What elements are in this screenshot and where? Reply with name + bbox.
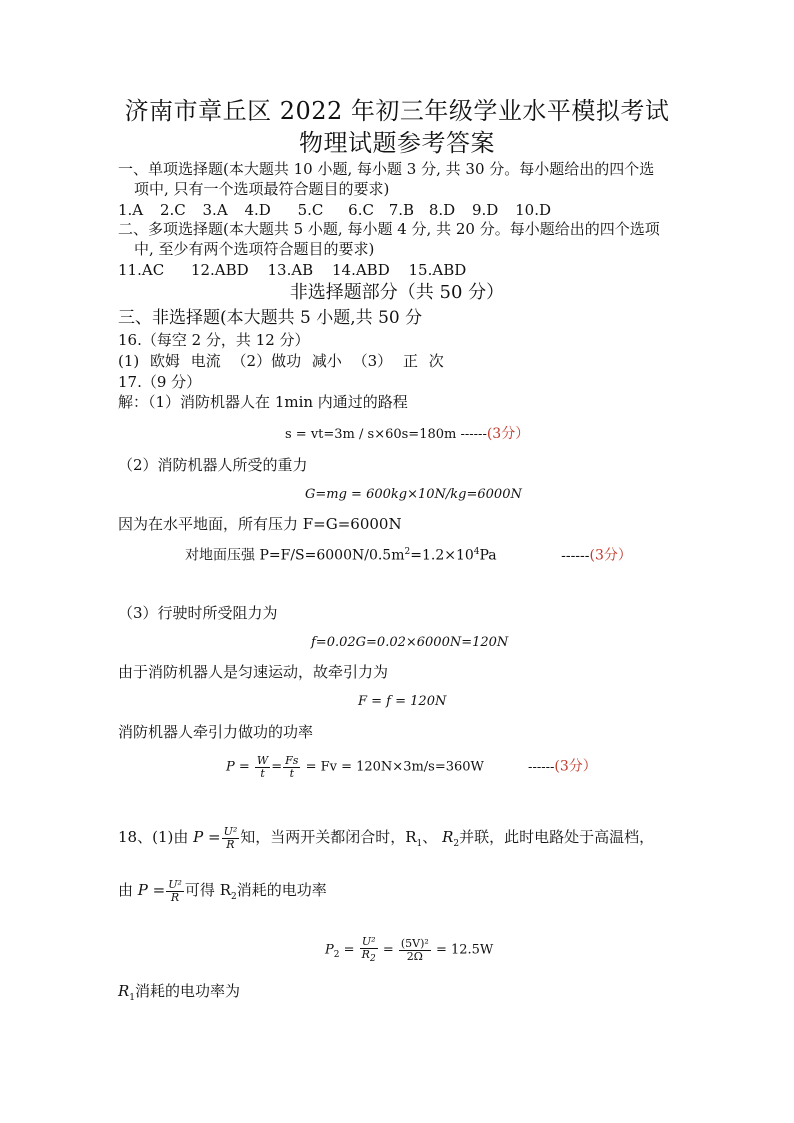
answer-7: 7.B: [388, 201, 415, 219]
answer-3: 3.A: [202, 201, 228, 219]
q18-line2: 由 P = $\frac{\text{U²}}{R}$ 可得 $R_2$消耗的电功率: [118, 878, 327, 904]
answer-1: 1.A: [118, 201, 144, 219]
q17-pressure-force: 因为在水平地面，所有压力 F=G=6000N: [118, 515, 402, 533]
section-title: 非选择题部分（共 50 分）: [289, 282, 505, 303]
q17-equation-gravity: G=mg = 600kg×10N/kg=6000N: [305, 487, 522, 502]
doc-title-line1: 济南市章丘区 2022 年初三年级学业水平模拟考试: [124, 97, 670, 125]
answer-10: 10.D: [515, 201, 551, 219]
q17-equation-pressure: 对地面压强 $P=F/S=6000N/0.5m^2=1.2\times 10^4Pa$ ------(3分）: [185, 547, 632, 564]
part2-heading-cont: 中, 至少有两个选项符合题目的要求): [134, 240, 375, 258]
part1-answers: [118, 203, 551, 218]
answer-11: 11.AC: [118, 261, 165, 279]
q18-r1-power-label: $R_1$消耗的电功率为: [118, 982, 241, 1003]
points-label: (3分）: [589, 547, 632, 564]
answer-2: 2.C: [159, 201, 186, 219]
q17-uniform-motion: 由于消防机器人是匀速运动，故牵引力为: [118, 663, 389, 681]
fraction-5v2-over-2ohm: $\frac{\text{(5V)²}}{2\Omega}$: [400, 937, 429, 963]
fraction-u2-over-r: $\frac{\text{U²}}{R}$: [223, 825, 238, 851]
q16-head: 16.（每空 2 分，共 12 分）: [118, 331, 310, 349]
q17-equation-distance: s = vt=3m / s×60s=180m ------(3分）: [285, 426, 530, 442]
q17-power-label: 消防机器人牵引力做功的功率: [118, 723, 314, 741]
q17-equation-power: P = $\frac{W}{t}$ = $\frac{Fs}{t}$ = Fv = 120N×3m/s=360W ------(3分）: [226, 754, 597, 780]
part2-answers: [118, 263, 466, 278]
fraction-fs-over-t: $\frac{Fs}{t}$: [285, 754, 299, 780]
fraction-u2-over-r: $\frac{\text{U²}}{R}$: [168, 878, 182, 904]
answer-9: 9.D: [471, 201, 499, 219]
answer-15: 15.ABD: [408, 261, 467, 279]
answer-12: 12.ABD: [190, 261, 249, 279]
doc-title-line2: 物理试题参考答案: [299, 129, 495, 157]
answer-5: 5.C: [297, 201, 324, 219]
part2-heading: 二、多项选择题(本大题共 5 小题, 每小题 4 分, 共 20 分。每小题给出的四个选项: [118, 220, 660, 238]
fraction-w-over-t: $\frac{W}{t}$: [256, 754, 269, 780]
answer-6: 6.C: [348, 201, 374, 219]
answer-13: 13.AB: [267, 261, 314, 279]
part1-heading-cont: 项中, 只有一个选项最符合题目的要求): [134, 180, 390, 198]
answer-4: 4.D: [244, 201, 271, 219]
answer-8: 8.D: [428, 201, 456, 219]
q18-line1: 18、(1)由 P = $\frac{\text{U²}}{R}$ 知，当两开关都闭合时，$R_1$、 $R_2$并联，此时电路处于高温档，: [118, 825, 655, 851]
q16-answer: (1) 欧姆 电流 （2）做功 减小 （3） 正 次: [118, 352, 444, 370]
points-label: (3分）: [486, 426, 530, 442]
q17-head: 17.（9 分）: [118, 373, 202, 391]
q17-step3: （3）行驶时所受阻力为: [118, 604, 278, 622]
points-label: (3分）: [554, 758, 597, 775]
part3-heading: 三、非选择题(本大题共 5 小题,共 50 分: [118, 308, 423, 328]
part1-heading: 一、单项选择题(本大题共 10 小题, 每小题 3 分, 共 30 分。每小题给出的四个选: [118, 160, 655, 178]
q17-equation-resistance: f=0.02G=0.02×6000N=120N: [311, 635, 509, 650]
q18-equation-p2: $P_2$ = $\frac{\text{U²}}{R_2}$ = $\frac{\text{(5V)²}}{2\Omega}$ = 12.5W: [325, 935, 494, 964]
fraction-u2-over-r2: $\frac{\text{U²}}{R_2}$: [361, 935, 376, 964]
q17-step2: （2）消防机器人所受的重力: [118, 456, 308, 474]
q17-step1: 解：（1）消防机器人在 1min 内通过的路程: [118, 393, 408, 411]
answer-14: 14.ABD: [331, 261, 390, 279]
q17-equation-traction: F = f = 120N: [358, 694, 447, 709]
